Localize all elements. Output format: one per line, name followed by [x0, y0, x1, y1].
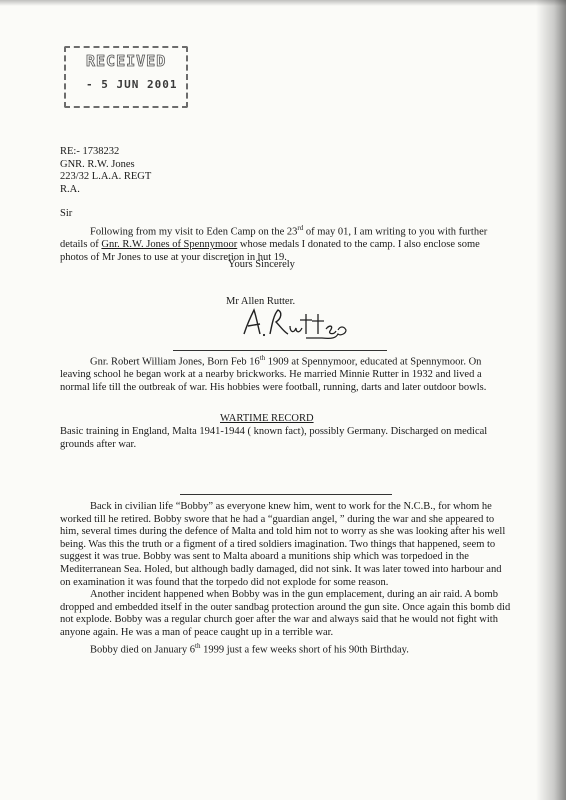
- bio-date-suffix: th: [259, 354, 266, 362]
- stamp-title: RECEIVED: [86, 52, 167, 70]
- intro-text-end: whose medals I donated to the camp. I also enclose some photos of Mr Jones to use at your discretion in hut 19.: [60, 239, 480, 263]
- death-text-end: 1999 just a few weeks short of his 90th Birthday.: [200, 644, 409, 656]
- stamp-date: - 5 JUN 2001: [86, 78, 178, 91]
- salutation: Sir: [60, 208, 73, 219]
- soldier-corps: R.A.: [60, 183, 80, 195]
- intro-paragraph: [60, 222, 508, 264]
- biography-paragraph: [60, 352, 512, 394]
- closing: Yours Sincerely: [228, 259, 295, 270]
- bio-text-start: Gnr. Robert William Jones, Born Feb 16: [90, 356, 260, 368]
- intro-soldier-underlined: Gnr. R.W. Jones of Spennymoor: [101, 239, 238, 251]
- handwritten-signature: [236, 304, 356, 347]
- bio-text-end: 1909 at Spennymoor, educated at Spennymoor. On leaving school he began work at a nearby brickworks. He married Minnie Rutter in 1932 and lived a normal life till the outbreak of war. His hobbies were football, running, darts and later outdoor bowls.: [60, 356, 487, 393]
- story-paragraph-2: Another incident happened when Bobby was in the gun emplacement, during an air raid. A bomb dropped and embedded itself in the outer sandbag protection around the gun site. Once again this bomb did not explode. Bobby was a regular church goer after the war and always said that he would not fight with anyone again. He was a man of peace caught up in a terrible war.: [60, 589, 511, 638]
- wartime-record-heading: WARTIME RECORD: [220, 413, 314, 424]
- divider-line-1: [173, 350, 387, 351]
- story-paragraph-3: [60, 640, 512, 657]
- soldier-name: GNR. R.W. Jones: [60, 158, 135, 170]
- soldier-unit: 223/32 L.A.A. REGT: [60, 171, 152, 183]
- divider-line-2: [180, 494, 392, 495]
- story-section: [60, 501, 512, 657]
- intro-text-start: Following from my visit to Eden Camp on the 23: [90, 226, 298, 238]
- wartime-record-text: Basic training in England, Malta 1941-1944 ( known fact), possibly Germany. Discharged on medical grounds after war.: [60, 426, 488, 450]
- signer-name: Mr Allen Rutter.: [226, 296, 296, 307]
- intro-text-mid: of may 01, I am writing to you with further details of: [60, 226, 488, 251]
- scan-edge-top: [0, 0, 566, 6]
- received-stamp: [64, 46, 188, 108]
- reference-block: [60, 146, 151, 196]
- death-text-start: Bobby died on January 6: [90, 644, 195, 656]
- intro-date-suffix: rd: [297, 224, 304, 232]
- death-date-suffix: th: [195, 641, 201, 650]
- story-paragraph-1: Back in civilian life “Bobby” as everyone knew him, went to work for the N.C.B., for whom he worked till he retired. Bobby swore that he had a “guardian angel, ” during the war and she appeared to him, several times during the defence of Malta and told him not to worry as she was looking after his well being. Was this the truth or a figment of a tired soldiers imagination. Two things that happened, seem to suggest it was true. Bobby was sent to Malta aboard a munitions ship which was torpedoed in the Mediterranean Sea. Holed, but although badly damaged, did not sink. It was later towed into harbour and on examination it was found that the torpedo did not explode for some reason.: [60, 501, 506, 588]
- reference-number: RE:- 1738232: [60, 146, 120, 157]
- scan-edge-right: [536, 0, 566, 800]
